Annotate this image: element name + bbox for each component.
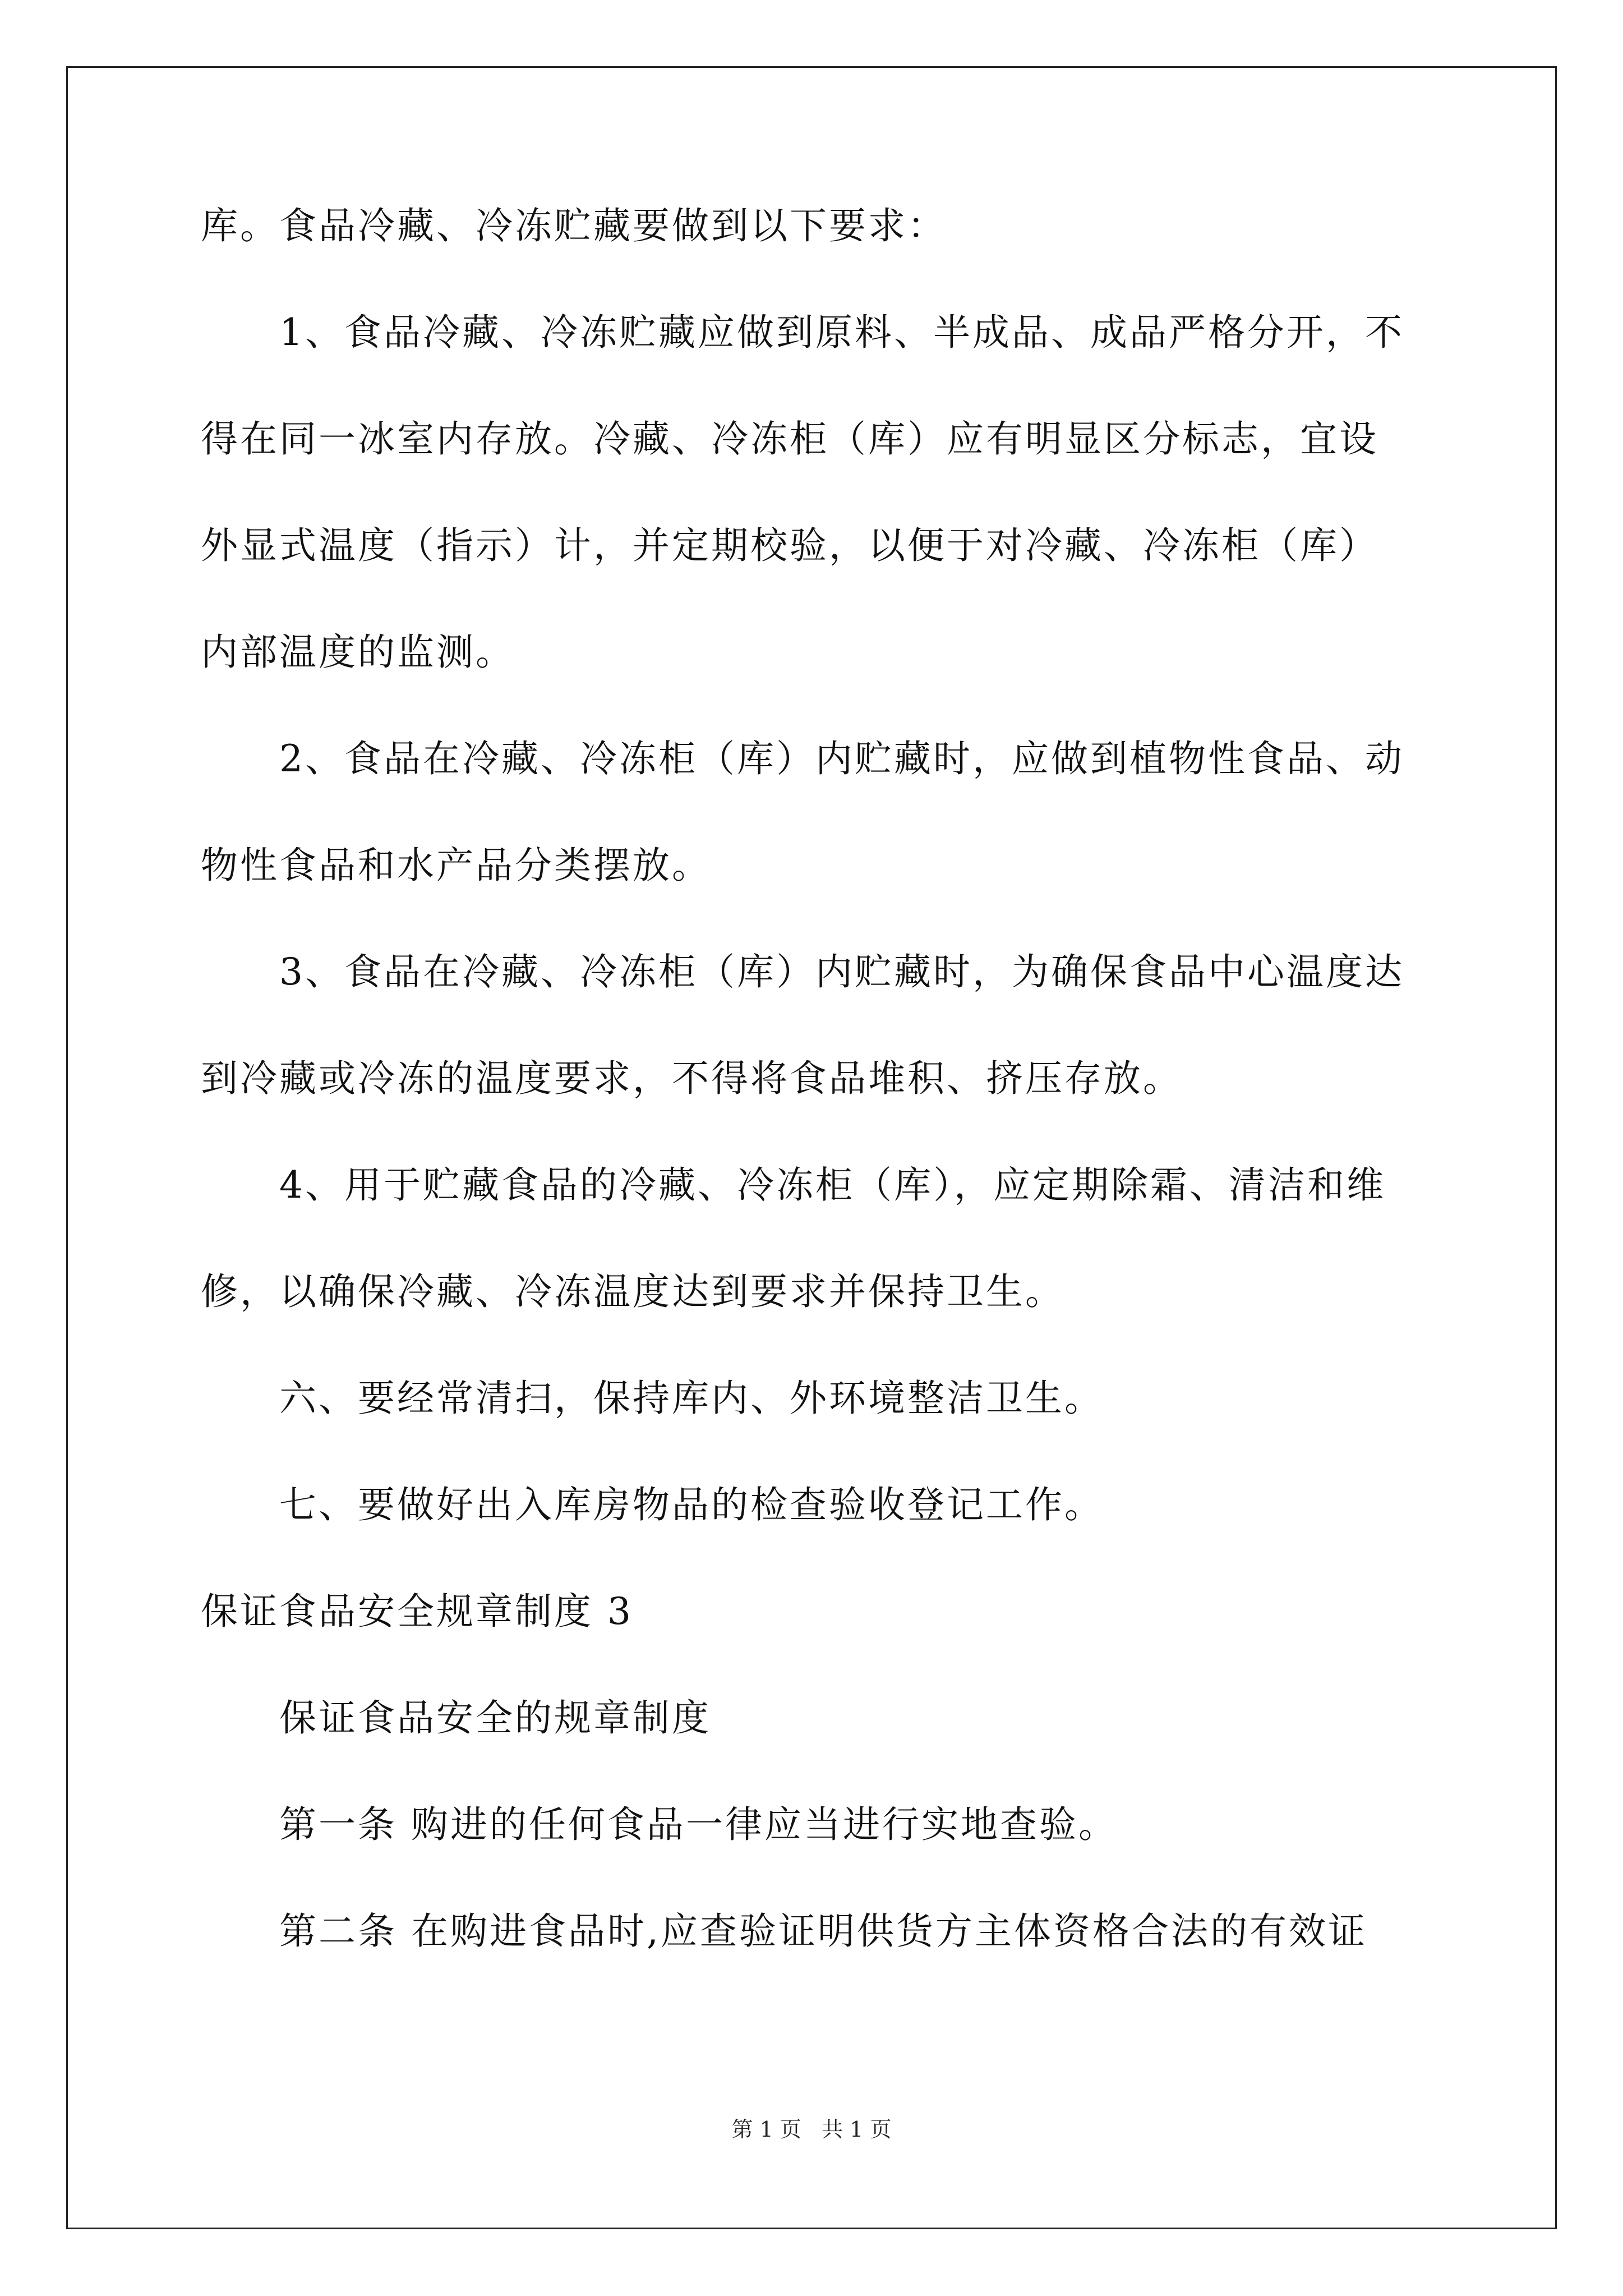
text-line-6: 2、食品在冷藏、冷冻柜（库）内贮藏时，应做到植物性食品、动 xyxy=(279,737,1404,780)
section-heading: 保证食品安全规章制度 3 xyxy=(201,1590,633,1633)
text-line-12: 六、要经常清扫，保持库内、外环境整洁卫生。 xyxy=(279,1377,1104,1420)
text-line-9: 到冷藏或冷冻的温度要求，不得将食品堆积、挤压存放。 xyxy=(201,1057,1182,1100)
text-line-4: 外显式温度（指示）计，并定期校验，以便于对冷藏、冷冻柜（库） xyxy=(201,524,1378,567)
text-line-1: 库。食品冷藏、冷冻贮藏要做到以下要求： xyxy=(201,204,947,247)
text-line-17: 第二条 在购进食品时,应查验证明供货方主体资格合法的有效证 xyxy=(279,1910,1367,1953)
text-line-7: 物性食品和水产品分类摆放。 xyxy=(201,844,711,887)
page-footer: 第 1 页 共 1 页 xyxy=(731,2117,892,2142)
document-body xyxy=(201,204,1429,2019)
text-line-16: 第一条 购进的任何食品一律应当进行实地查验。 xyxy=(279,1803,1118,1846)
text-line-11: 修，以确保冷藏、冷冻温度达到要求并保持卫生。 xyxy=(201,1270,1064,1313)
text-line-2: 1、食品冷藏、冷冻贮藏应做到原料、半成品、成品严格分开，不 xyxy=(279,311,1404,354)
text-line-5: 内部温度的监测。 xyxy=(201,631,515,674)
text-line-10: 4、用于贮藏食品的冷藏、冷冻柜（库），应定期除霜、清洁和维 xyxy=(279,1163,1386,1207)
text-line-8: 3、食品在冷藏、冷冻柜（库）内贮藏时，为确保食品中心温度达 xyxy=(279,950,1404,993)
text-line-3: 得在同一冰室内存放。冷藏、冷冻柜（库）应有明显区分标志，宜设 xyxy=(201,417,1378,461)
text-line-13: 七、要做好出入库房物品的检查验收登记工作。 xyxy=(279,1483,1104,1526)
text-line-15: 保证食品安全的规章制度 xyxy=(279,1696,711,1740)
